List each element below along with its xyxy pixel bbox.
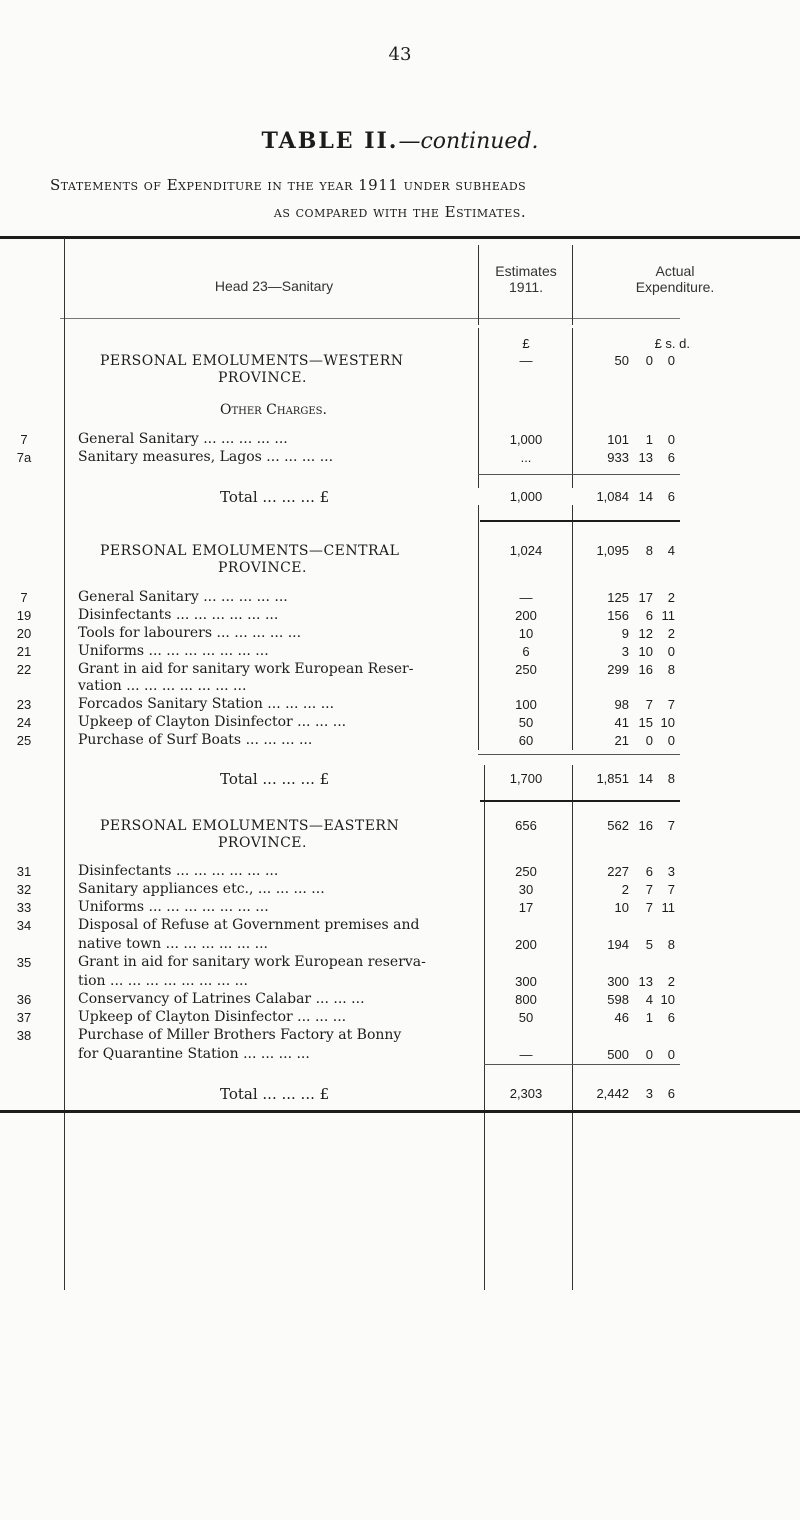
subtotal-rule-est — [478, 474, 572, 475]
row-actual — [575, 864, 685, 879]
pence: 6 — [667, 450, 675, 465]
row-number: 33 — [16, 900, 32, 915]
row-description-cont: vation ... ... ... ... ... ... ... — [78, 678, 247, 694]
row-estimate: ... — [520, 450, 532, 465]
row-estimate: — — [519, 1047, 533, 1062]
row-estimate: 30 — [518, 882, 534, 897]
unit-estimates: £ — [522, 336, 530, 351]
subtotal-rule-est — [478, 754, 572, 755]
pounds: 598 — [607, 992, 629, 1007]
section-heading-cont: PROVINCE. — [218, 560, 307, 576]
row-description: Purchase of Miller Brothers Factory at Bonny — [78, 1027, 402, 1043]
total-actual — [575, 489, 685, 504]
unit-actual: £ s. d. — [654, 336, 690, 351]
row-description: Disinfectants ... ... ... ... ... ... — [78, 607, 279, 623]
pounds: 1,851 — [596, 771, 629, 786]
row-description: General Sanitary ... ... ... ... ... — [78, 589, 288, 605]
header-actual-label: Actual — [655, 263, 695, 279]
subtotal-rule-act — [572, 754, 680, 755]
pence: 8 — [667, 771, 675, 786]
pence: 2 — [667, 974, 675, 989]
header-estimates-year: 1911. — [509, 279, 543, 295]
pence: 11 — [661, 608, 675, 623]
row-description: Sanitary measures, Lagos ... ... ... ... — [78, 449, 334, 465]
page-title — [0, 128, 800, 154]
row-estimate: 10 — [518, 626, 534, 641]
pence: 0 — [667, 432, 675, 447]
shillings: 13 — [638, 974, 653, 989]
row-actual — [575, 644, 685, 659]
row-estimate: 200 — [515, 608, 537, 623]
pounds: 227 — [607, 864, 629, 879]
pence: 2 — [667, 590, 675, 605]
row-estimate: 250 — [515, 864, 537, 879]
row-actual — [575, 882, 685, 897]
row-description: General Sanitary ... ... ... ... ... — [78, 431, 288, 447]
section-heading-cont: PROVINCE. — [218, 835, 307, 851]
pounds: 300 — [607, 974, 629, 989]
row-estimate: 17 — [518, 900, 534, 915]
row-number: 32 — [16, 882, 32, 897]
shillings: 5 — [645, 937, 653, 952]
row-actual — [575, 626, 685, 641]
shillings: 12 — [638, 626, 653, 641]
row-actual — [575, 715, 685, 730]
other-charges-label: Other Charges. — [220, 402, 327, 418]
row-actual — [575, 1010, 685, 1025]
pounds: 299 — [607, 662, 629, 677]
shillings: 17 — [638, 590, 653, 605]
pence: 10 — [660, 992, 675, 1007]
shillings: 14 — [638, 771, 653, 786]
page-number: 43 — [388, 44, 412, 65]
header-head: Head 23—Sanitary — [214, 278, 334, 294]
pounds: 156 — [607, 608, 629, 623]
row-description: Disposal of Refuse at Government premises and — [78, 917, 420, 933]
top-rule — [0, 236, 800, 239]
row-estimate: 6 — [522, 644, 530, 659]
total-estimate: 2,303 — [509, 1086, 543, 1101]
row-actual — [575, 608, 685, 623]
row-number: 31 — [16, 864, 32, 879]
pounds: 1,095 — [596, 543, 629, 558]
row-number: 7 — [20, 432, 28, 447]
pounds: 194 — [607, 937, 629, 952]
section-heading-actual — [575, 543, 685, 558]
row-description: Uniforms ... ... ... ... ... ... ... — [78, 899, 269, 915]
row-actual — [575, 974, 685, 989]
row-estimate: 60 — [518, 733, 534, 748]
row-description-cont: for Quarantine Station ... ... ... ... — [78, 1046, 310, 1062]
row-actual — [575, 590, 685, 605]
row-estimate: 800 — [515, 992, 537, 1007]
header-rule — [60, 318, 680, 319]
pence: 0 — [667, 1047, 675, 1062]
shillings: 7 — [645, 697, 653, 712]
shillings: 0 — [645, 733, 653, 748]
shillings: 8 — [645, 543, 653, 558]
subtotal-rule-act — [572, 474, 680, 475]
pence: 8 — [667, 937, 675, 952]
row-estimate: 100 — [515, 697, 537, 712]
pounds: 21 — [614, 733, 629, 748]
column-divider-act-3 — [572, 765, 573, 1290]
row-description: Sanitary appliances etc., ... ... ... ... — [78, 881, 325, 897]
row-number: 35 — [16, 955, 32, 970]
row-actual — [575, 937, 685, 952]
row-description: Disinfectants ... ... ... ... ... ... — [78, 863, 279, 879]
shillings: 16 — [638, 818, 653, 833]
section-heading: PERSONAL EMOLUMENTS—WESTERN — [100, 353, 404, 369]
row-number: 22 — [16, 662, 32, 677]
section-heading: PERSONAL EMOLUMENTS—CENTRAL — [100, 543, 400, 559]
row-actual — [575, 733, 685, 748]
total-label: Total ... ... ... £ — [220, 770, 330, 788]
pence: 7 — [667, 882, 675, 897]
pence: 2 — [667, 626, 675, 641]
row-number: 24 — [16, 715, 32, 730]
row-estimate: — — [519, 590, 533, 605]
pence: 0 — [667, 644, 675, 659]
column-divider-act-2 — [572, 505, 573, 750]
row-estimate: 50 — [518, 1010, 534, 1025]
section-heading-estimate: — — [519, 353, 533, 368]
row-number: 21 — [16, 644, 32, 659]
row-description: Purchase of Surf Boats ... ... ... ... — [78, 732, 313, 748]
section-heading-estimate: 656 — [515, 818, 537, 833]
pence: 7 — [667, 697, 675, 712]
title-continued: —continued. — [398, 129, 539, 154]
row-number: 7 — [20, 590, 28, 605]
pounds: 2 — [621, 882, 629, 897]
section-end-rule — [480, 800, 680, 802]
pence: 3 — [667, 864, 675, 879]
row-number: 37 — [16, 1010, 32, 1025]
row-estimate: 300 — [515, 974, 537, 989]
shillings: 16 — [638, 662, 653, 677]
pence: 8 — [667, 662, 675, 677]
shillings: 15 — [638, 715, 653, 730]
pounds: 933 — [607, 450, 629, 465]
total-actual — [575, 771, 685, 786]
shillings: 10 — [638, 644, 653, 659]
shillings: 6 — [645, 608, 653, 623]
pounds: 10 — [614, 900, 629, 915]
column-divider-est-2 — [478, 505, 479, 750]
shillings: 1 — [645, 1010, 653, 1025]
row-number: 23 — [16, 697, 32, 712]
header-estimates — [480, 263, 572, 295]
row-description: Tools for labourers ... ... ... ... ... — [78, 625, 302, 641]
shillings: 4 — [645, 992, 653, 1007]
subtotal-rule-act — [572, 1064, 680, 1065]
pence: 6 — [667, 489, 675, 504]
section-heading-actual — [575, 818, 685, 833]
pence: 6 — [667, 1010, 675, 1025]
section-heading-estimate: 1,024 — [509, 543, 543, 558]
subtitle-line-2: as compared with the Estimates. — [273, 203, 527, 221]
pence: 0 — [667, 353, 675, 368]
row-description: Upkeep of Clayton Disinfector ... ... ... — [78, 1009, 347, 1025]
row-actual — [575, 432, 685, 447]
total-label: Total ... ... ... £ — [220, 1085, 330, 1103]
row-number: 20 — [16, 626, 32, 641]
shillings: 3 — [645, 1086, 653, 1101]
pence: 10 — [660, 715, 675, 730]
row-description: Uniforms ... ... ... ... ... ... ... — [78, 643, 269, 659]
shillings: 14 — [638, 489, 653, 504]
pounds: 2,442 — [596, 1086, 629, 1101]
section-heading: PERSONAL EMOLUMENTS—EASTERN — [100, 818, 400, 834]
title-main: TABLE II. — [261, 128, 399, 154]
pence: 6 — [667, 1086, 675, 1101]
subtitle-line-1: Statements of Expenditure in the year 1911 under subheads — [50, 176, 527, 194]
pounds: 3 — [621, 644, 629, 659]
shillings: 13 — [638, 450, 653, 465]
pounds: 50 — [614, 353, 629, 368]
section-heading-cont: PROVINCE. — [218, 370, 307, 386]
pounds: 98 — [614, 697, 629, 712]
row-actual — [575, 992, 685, 1007]
pence: 7 — [667, 818, 675, 833]
row-description: Upkeep of Clayton Disinfector ... ... ... — [78, 714, 347, 730]
pounds: 500 — [607, 1047, 629, 1062]
column-divider-est-1 — [478, 328, 479, 488]
row-number: 19 — [16, 608, 32, 623]
pence: 11 — [661, 900, 675, 915]
row-actual — [575, 900, 685, 915]
bottom-rule — [0, 1110, 800, 1113]
total-label: Total ... ... ... £ — [220, 488, 330, 506]
row-number: 25 — [16, 733, 32, 748]
section-heading-actual — [575, 353, 685, 368]
column-divider-est-3 — [484, 765, 485, 1290]
row-number: 34 — [16, 918, 32, 933]
column-divider-est-head — [478, 245, 479, 325]
row-description: Forcados Sanitary Station ... ... ... ... — [78, 696, 335, 712]
pounds: 1,084 — [596, 489, 629, 504]
shillings: 7 — [645, 900, 653, 915]
pounds: 46 — [614, 1010, 629, 1025]
row-number: 38 — [16, 1028, 32, 1043]
subtotal-rule-est — [484, 1064, 572, 1065]
shillings: 7 — [645, 882, 653, 897]
row-description: Grant in aid for sanitary work European reserva- — [78, 954, 426, 970]
row-description-cont: native town ... ... ... ... ... ... — [78, 936, 268, 952]
pounds: 562 — [607, 818, 629, 833]
total-actual — [575, 1086, 685, 1101]
shillings: 0 — [645, 353, 653, 368]
row-estimate: 50 — [518, 715, 534, 730]
shillings: 6 — [645, 864, 653, 879]
row-description-cont: tion ... ... ... ... ... ... ... ... — [78, 973, 248, 989]
header-estimates-label: Estimates — [495, 263, 557, 279]
row-actual — [575, 662, 685, 677]
pounds: 41 — [614, 715, 629, 730]
pounds: 9 — [621, 626, 629, 641]
row-actual — [575, 450, 685, 465]
row-actual — [575, 1047, 685, 1062]
row-description: Conservancy of Latrines Calabar ... ... ... — [78, 991, 365, 1007]
shillings: 1 — [645, 432, 653, 447]
row-actual — [575, 697, 685, 712]
section-end-rule — [480, 520, 680, 522]
total-estimate: 1,000 — [509, 489, 543, 504]
row-estimate: 1,000 — [509, 432, 543, 447]
pence: 4 — [667, 543, 675, 558]
row-number: 7a — [16, 450, 32, 465]
pence: 0 — [667, 733, 675, 748]
row-number: 36 — [16, 992, 32, 1007]
shillings: 0 — [645, 1047, 653, 1062]
total-estimate: 1,700 — [509, 771, 543, 786]
row-estimate: 250 — [515, 662, 537, 677]
header-actual-sub: Expenditure. — [635, 279, 715, 295]
column-divider-act-1 — [572, 328, 573, 488]
column-divider-act-head — [572, 245, 573, 325]
row-description: Grant in aid for sanitary work European Reser- — [78, 661, 414, 677]
pounds: 125 — [607, 590, 629, 605]
pounds: 101 — [607, 432, 629, 447]
row-estimate: 200 — [515, 937, 537, 952]
header-actual — [575, 263, 775, 295]
column-divider-left — [64, 238, 65, 1290]
